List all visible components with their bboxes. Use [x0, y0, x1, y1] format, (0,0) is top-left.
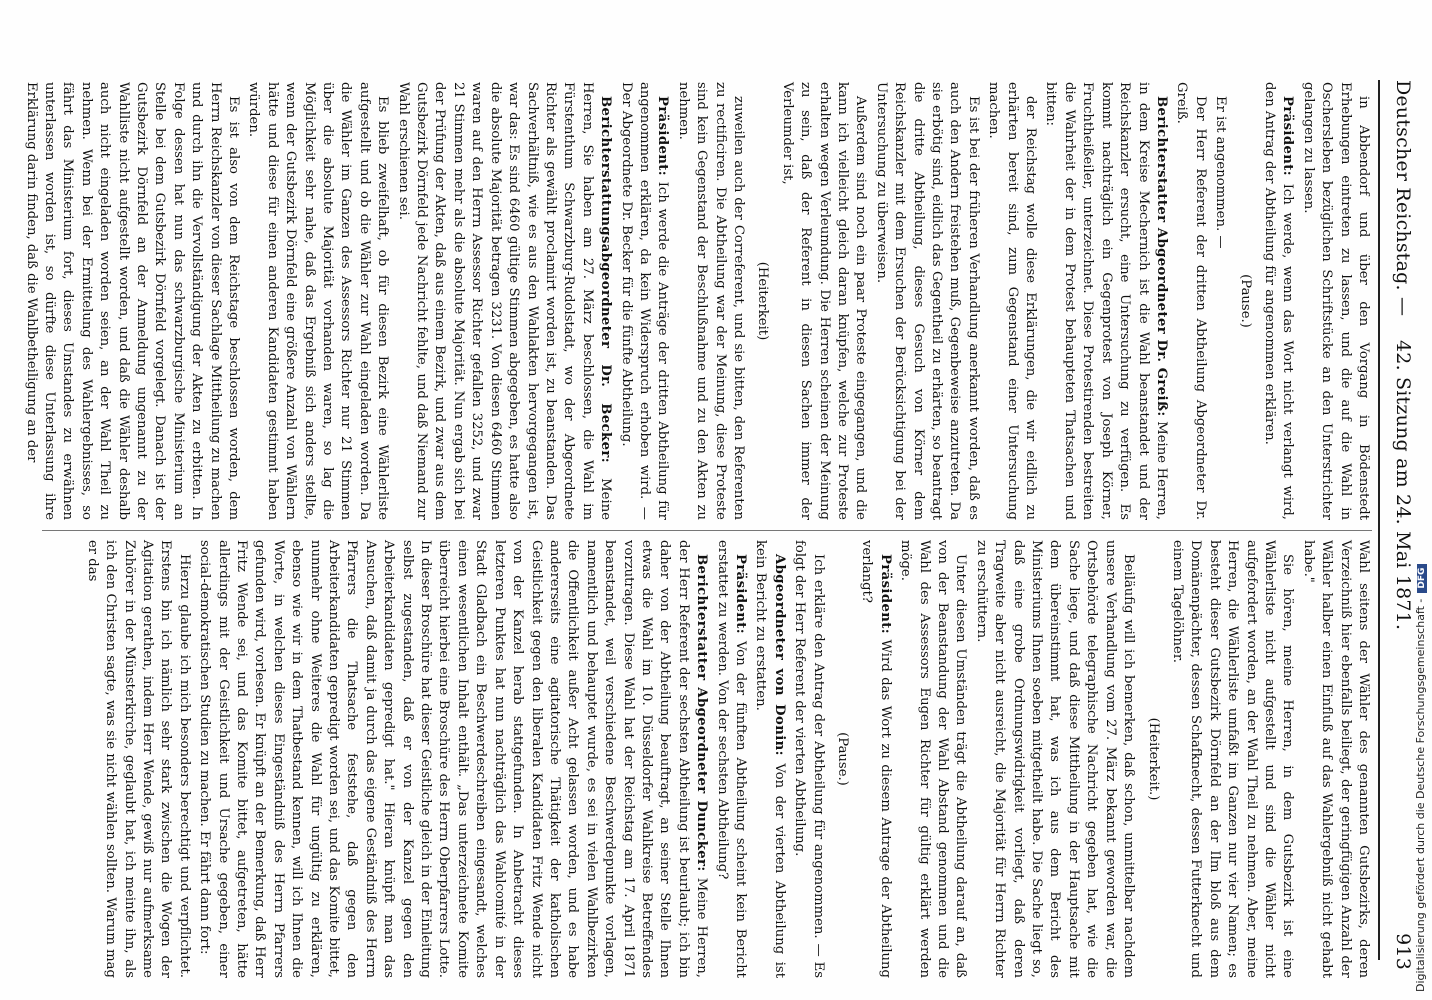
credit-text-line — [1414, 8, 1430, 992]
paragraph — [871, 82, 981, 520]
speaker-name: Berichterstatter Abgeordneter Dr. Greiß: — [1153, 96, 1169, 417]
paragraph-text: Von der vierten Abtheilung ist kein Bericht zu erstatten. — [753, 540, 787, 978]
paragraph-text: Meine Herren, der Herr Referent der sechsten Abtheilung ist beurlaubt; ich bin daher von der Abtheilung beauftragt, an seiner Stelle Ihnen etwas die Wahl im 10. Düsseldorfer Wahlkreise Betreffendes vorzutragen. Diese Wahl hat der Reichstag am 17. April 1871 beanstandet, weil verschiedene Beschwerdepunkte vorlagen, namentlich und behauptet wurde, es sei in vielen Wahlbezirken die Offentlichkeit außer Acht gelassen worden, und es habe andererseits eine agitatorische Thätigkeit der katholischen Geistlichkeit gegen den liberalen Kandidaten Fritz Wende nicht von der Kanzel herab stattgefunden. In Anbetracht dieses letzteren Punktes hat nun nachträglich das Wahlcomité in der Stadt Gladbach ein Beschwerdeschreiben eingesandt, welches einen wesentlichen Inhalt enthält. „Das unterzeichnete Komite überreicht hierbei eine Broschüre des Herrn Oberpfarrers Lotte. In dieser Broschüre hat dieser Geistliche gleich in der Einleitung selbst zugestanden, daß er von der Kanzel gegen den Arbeiterkandidaten gepredigt hat." Hieran knüpft man das Ansuchen, daß damit ja durch das eigene Geständniß des Herrn Pfarrers die Thatsache feststehe, daß gegen den Arbeiterkandidaten gepredigt worden sei, und das Komite bittet, nunmehr ohne Weiteres die Wahl für ungültig zu erklären, ebenso wie wir in dem Thatbestand kennen, will ich Ihnen die Worte, in welchen dieses Eingeständniß des Herrn Pfarrers gefunden wird, vorlesen. Er knüpft an der Bemerkung, daß Herr Fritz Wende sei, und das Komite bittet, aufgetreten, hätte allerdings mit der Geistlichkeit und Ursache gegeben, einer social-demokratischen Studien zu machen. Er fährt dann fort: — [197, 540, 710, 978]
paragraph-text: Meine Herren, in dem Kreise Mechernich ist die Wahl beanstandet und der Reichskanzler ersucht, eine Untersuchung zu verfügen. Es kommt nachträglich ein Gegenprotest von Joseph Körner, Fruchtheißeiler, unterzeichnet. Diese Protestirenden bestreiten die Wahrheit der in dem Protest behaupteten Thatsachen und bitten: — [1043, 82, 1169, 520]
speaker-name: Berichterstattungsabgeordneter Dr. Becker: — [598, 96, 614, 463]
paragraph — [1260, 82, 1297, 520]
paragraph-text: Er ist angenommen. — — [1213, 96, 1229, 249]
paragraph-text: Unter diesen Umständen trägt die Abtheilung darauf an, daß von der Beanstandung der Wahl Abstand genommen und die Wahl des Assessors Eugen Richter für gültig erklärt werden möge. — [898, 540, 969, 978]
paragraph-text: Ich werde, wenn das Wort nicht verlangt wird, den Antrag der Abtheilung für angenommen erklären. — [1261, 82, 1296, 520]
column-divider — [42, 530, 1372, 531]
paragraph-text: (Pause.) — [1237, 274, 1253, 328]
paragraph — [857, 540, 894, 978]
paragraph — [777, 82, 869, 520]
dfg-logo: DFG — [1417, 564, 1427, 593]
speaker-name: Präsident: — [877, 554, 893, 635]
paragraph — [673, 82, 747, 520]
paragraph-text: Sie hören, meine Herren, in dem Gutsbezirk ist eine Wählerliste nicht aufgestellt und sind die Wähler nicht aufgefordert worden, an der Wahl Theil zu nehmen. Aber, meine Herren, die Wählerliste umfaßt im Ganzen nur vier Namen; es besteht dieser Gutsbezirk Dörnfeld an der Ilm bloß aus dem Domänenpächter, dessen Schafknecht, dessen Futterknecht und einem Tagelöhner. — [1169, 540, 1296, 978]
paragraph — [1168, 540, 1297, 978]
speaker-name: Präsident: — [1280, 96, 1296, 177]
paragraph — [195, 540, 710, 978]
paragraph-text: Hierzu glaube ich mich besonders berechtigt und verpflichtet. Erstens bin ich nämlich sehr stark zwischen die Wogen der Agitation gerathen, indem Herr Wende, gewiß nur aufmerksame Zuhörer in der Münsterkirche, geglaubt hat, ich meinte ihn, als ich den Christen sagte, was sie nicht wählen sollten. Warum mag er das — [84, 540, 192, 978]
paragraph-text: Wird das Wort zu diesem Antrage der Abtheilung verlangt? — [859, 540, 893, 978]
paragraph-text: Von der fünften Abtheilung scheint kein Bericht erstattet zu werden. Von der sechsten Abtheilung? — [714, 540, 748, 978]
paragraph-text: Es ist bei der früheren Verhandlung anerkannt worden, daß es auch den Andern freistehen muß, Gegenbeweise anzutreten. Da sie erbötig sind, eidlich das Gegentheil zu erhärten, so beantragt die dritte Abtheilung, dieses Gesuch von Körner dem Reichskanzler mit dem Ersuchen der Berücksichtigung bei der Untersuchung zu überweisen. — [873, 82, 981, 520]
paragraph — [984, 82, 1039, 520]
header-left: Deutscher Reichstag. — — [1392, 80, 1414, 317]
paragraph — [790, 540, 827, 978]
paragraph-text: Der Herr Referent der dritten Abtheilung Abgeordneter Dr. Greiß. — [1174, 82, 1208, 520]
paragraph-text: Beiläufig will ich bemerken, daß schon, unmittelbar nachdem unsere Verhandlung vom 27. März bekannt geworden war, die Ortsbehörde telegraphische Nachricht gegeben hat, wie die Sache liege, und daß diese Mittheilung in der Hauptsache mit dem übereinstimmt hat, was ich aus dem Bericht des Ministeriums Ihnen soeben mitgetheilt habe. Die Sache liegt so, daß eine grobe Ordnungswidrigkeit vorliegt, daß deren Tragweite aber nicht ausreicht, die Majorität für Herrn Richter zu erschüttern. — [973, 540, 1137, 978]
paragraph-text: Es blieb zweifelhaft, ob für diesen Bezirk eine Wählerliste aufgestellt und ob die Wähler zur Wahl eingeladen worden. Da die Wähler im Ganzen des Assessors Richter nur 21 Stimmen über die absolute Majorität vorhanden waren, so lag die Möglichkeit sehr nahe, daß das Ergebniß sich anders stellte, wenn der Gutsbezirk Dörnfeld eine größere Anzahl von Wählern hätte und diese für einen anderen Kandidaten gestimmt haben würden. — [246, 82, 391, 520]
stage-direction — [1235, 82, 1253, 520]
stage-direction — [1143, 540, 1161, 978]
paragraph-text: Es ist also von dem Reichstage beschlossen worden, dem Herrn Reichskanzler von dieser Sachlage Mittheilung zu machen und durch ihn die Vervollständigung der Akten zu erbitten. In Folge dessen hat nun das schwarzburgische Ministerium an Stelle bei dem Gutsbezirk Dörnfeld vorgelegt. Danach ist der Gutsbezirk Dörnfeld an der Anmeldung ungenannt zu der Wahlliste nicht aufgestellt worden, und daß die Wähler deshalb auch nicht eingeladen worden seien, an der Wahl Theil zu nehmen. Wenn bei der Ermittelung des Wahlergebnisses, so fährt das Ministerium fort, dieses Umstandes zu erwähnen unterlassen worden ist, so dürfte diese Unterlassung ihre Erklärung darin finden, daß die Wahlbetheiligung an der — [23, 82, 242, 520]
paragraph-text: (Pause.) — [835, 732, 851, 786]
paragraph-text: Ich werde die Anträge der dritten Abtheilung für angenommen erklären, da kein Widerspruch erhoben wird. — Der Abgeordnete Dr. Becker für die fünfte Abtheilung. — [618, 82, 671, 520]
credit-text: Digitalisierung gefördert durch die Deutsche Forschungsgemeinschaft - — [1414, 598, 1427, 992]
paragraph — [1041, 82, 1170, 520]
left-column — [23, 82, 1372, 520]
paragraph-text: Außerdem sind noch ein paar Proteste eingegangen, und die kann ich vielleicht gleich daran knüpfen, welche zur Proteste erhalten wegen Verleumdung. Die Herren scheinen der Meinung zu sein, daß der Referent in diesen Sachen immer der Verleumder ist, — [779, 82, 869, 520]
stage-direction — [833, 540, 851, 978]
side-credit — [1414, 8, 1430, 992]
right-column — [32, 540, 1372, 978]
paragraph — [971, 540, 1137, 978]
header-session: 42. Sitzung am 24. Mai 1871. — [1392, 340, 1414, 631]
paragraph-text: Ich erkläre den Antrag der Abtheilung für angenommen. — Es folgt der Herr Referent der vierten Abtheilung. — [792, 540, 826, 978]
paragraph — [712, 540, 749, 978]
paragraph — [1298, 540, 1372, 978]
speaker-name: Präsident: — [655, 96, 671, 177]
paragraph — [393, 82, 614, 520]
paragraph — [896, 540, 970, 978]
stage-direction — [753, 82, 771, 520]
paragraph — [1298, 82, 1372, 520]
paragraph-text: Meine Herren, Sie haben am 27. März beschlossen, die Wahl im Fürstenthum Schwarzburg-Rudolstadt, wo der Abgeordnete Richter als gewählt proclamirt worden ist, zu beanstanden. Das Sachverhältniß, wie es aus den Wahlakten hervorgegangen ist, war das: Es sind 6460 gültige Stimmen abgegeben, es hatte also die absolute Majorität betragen 3231. Von diesen 6460 Stimmen waren auf den Herrn Assessor Richter gefallen 3252, und zwar 21 Stimmen mehr als die absolute Majorität. Nun ergab sich bei der Prüfung der Akten, daß aus einem Bezirk, und zwar aus dem Gutsbezirk Dörnfeld jede Nachricht fehlte, und daß Niemand zur Wahl erschienen sei. — [395, 82, 614, 520]
page-number: 913 — [1392, 933, 1414, 970]
page-header — [1382, 40, 1414, 970]
paragraph — [21, 82, 242, 520]
paragraph-text: zuweilen auch der Correferent, und sie bitten, den Referenten zu rectificiren. Die Abtheilung war der Meinung, diese Proteste sind kein Gegenstand der Beschlußnahme und zu den Akten zu nehmen. — [675, 82, 746, 520]
paragraph — [82, 540, 192, 978]
paragraph-text: der Reichstag wolle diese Erklärungen, die wir eidlich zu erhärten bereit sind, zum Gegenstand einer Untersuchung machen. — [986, 82, 1039, 520]
speaker-name: Berichterstatter Abgeordneter Duncker: — [694, 554, 710, 872]
speaker-name: Abgeordneter von Donin: — [771, 554, 787, 756]
paragraph — [244, 82, 391, 520]
paragraph-text: (Heiterkeit.) — [1145, 717, 1161, 801]
paragraph — [1211, 82, 1229, 520]
header-rule — [1378, 80, 1380, 960]
paragraph-text: Wahl seitens der Wähler des genannten Gutsbezirks, deren Verzeichniß hier ebenfalls beiliegt, der geringfügigen Anzahl der Wähler halber einen Einfluß auf das Wahlergebniß nicht gehabt habe." — [1300, 540, 1371, 978]
paragraph — [1172, 82, 1209, 520]
speaker-name: Präsident: — [733, 554, 748, 635]
paragraph — [751, 540, 788, 978]
paragraph-text: in Abbendorf und über den Vorgang in Bödenstedt Erhebungen eintreten zu lassen, und die auf die Wahl in Oschersleben bezüglichen Schriftstücke an den Unterstrichter gelangen zu lassen. — [1300, 82, 1371, 520]
paragraph-text: (Heiterkeit) — [755, 261, 771, 341]
paragraph — [616, 82, 671, 520]
